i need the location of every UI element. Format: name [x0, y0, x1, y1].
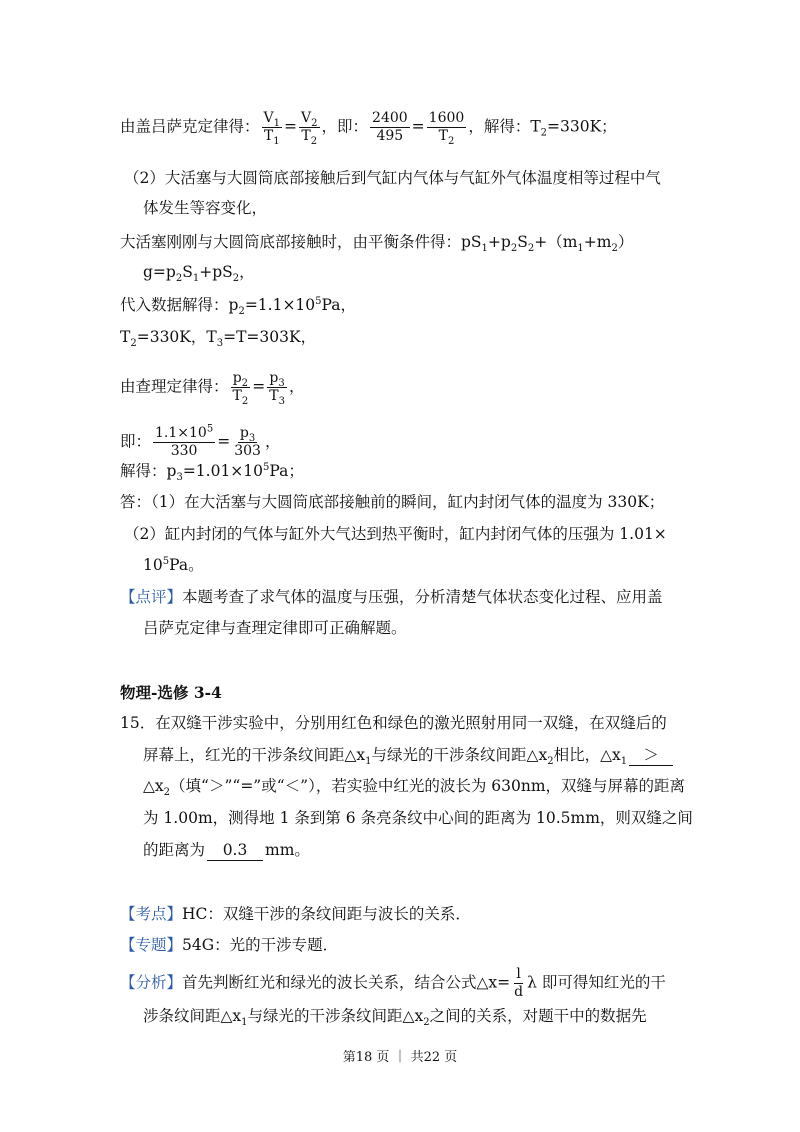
paragraph-line: （2）大活塞与大圆筒底部接触后到气缸内气体与气缸外气体温度相等过程中气: [124, 169, 661, 187]
charles-law-line: 由查理定律得： $\frac{p_2}{T_2}$ = $\frac{p_3}{T_3}$ ，: [120, 370, 305, 407]
analysis-line-cont: 涉条纹间距$\triangle x_1$与绿光的干涉条纹间距$\triangle x_2$之间的关系，对题干中的数据先: [143, 1007, 647, 1029]
fraction: $\frac{1600}{T_2}$: [428, 110, 465, 147]
gay-lussac-line: 由盖吕萨克定律得： $\frac{V_1}{T_1}$ = $\frac{V_2}{T_2}$ ，即： $\frac{2400}{495}$ = $\frac{1600}{T_2}$ ，解得：$T_2=330K$；: [120, 110, 617, 147]
question-line: 屏幕上，红光的干涉条纹间距$\triangle x_1$与绿光的干涉条纹间距$\triangle x_2$相比，$\triangle x_1$ ＞: [143, 745, 673, 766]
answer-line: （2）缸内封闭的气体与缸外大气达到热平衡时，缸内封闭气体的压强为 1.01×: [124, 525, 667, 543]
fraction: $\frac{p_3}{303}$: [234, 425, 261, 459]
analysis-tag: 【分析】: [120, 973, 183, 992]
knowledge-tag: 【考点】: [120, 905, 183, 923]
fraction: $\frac{1.1\times 10^5}{330}$: [155, 423, 214, 459]
topic-line: 【专题】54G：光的干涉专题．: [120, 936, 339, 954]
temperature-line: $T_2=330K$，$T_3=T=303K$，: [120, 328, 317, 350]
page-footer: 第18 页 ｜ 共22 页: [342, 1050, 458, 1065]
fraction: $\frac{p_3}{T_3}$: [269, 370, 285, 407]
question-line: $\triangle x_2$（填“＞”“=”或“＜”），若实验中红光的波长为 630nm，双缝与屏幕的距离: [143, 777, 686, 799]
answer-blank: ＞: [629, 745, 673, 766]
question-line: 为 1.00m，测得地 1 条到第 6 条亮条纹中心间的距离为 10.5mm，则双缝之间: [143, 809, 693, 827]
fraction: $\frac{p_2}{T_2}$: [232, 370, 249, 407]
question-line: 15．在双缝干涉实验中，分别用红色和绿色的激光照射用同一双缝，在双缝后的: [120, 714, 667, 732]
fraction: $\frac{V_1}{T_1}$: [263, 110, 281, 147]
comment-line: 【点评】本题考查了求气体的温度与压强，分析清楚气体状态变化过程、应用盖: [120, 588, 663, 606]
fraction: $\frac{2400}{495}$: [372, 110, 408, 144]
final-pressure-line: 解得：$p_3=1.01\times 10^5Pa$；: [120, 461, 304, 484]
equilibrium-line: 大活塞刚刚与大圆筒底部接触时，由平衡条件得：$pS_1+p_2S_2+(m_1+m_2)$: [120, 233, 634, 255]
substitution-line: 即： $\frac{1.1\times 10^5}{330}$ = $\frac{p_3}{303}$ ，: [120, 423, 281, 459]
analysis-line: 【分析】首先判断红光和绿光的波长关系，结合公式△x= $\frac{l}{d}$ λ 即可得知红光的干: [120, 966, 666, 1000]
equilibrium-line-cont: $g=p_2S_1+pS_2$，: [143, 263, 255, 285]
answer-line-cont: $10^5Pa$。: [143, 555, 204, 574]
answer-line: 答：（1）在大活塞与大圆筒底部接触前的瞬间，缸内封闭气体的温度为 330K；: [120, 493, 665, 511]
section-title: 物理-选修 3-4: [120, 683, 222, 702]
text: 由盖吕萨克定律得：: [120, 117, 260, 136]
fraction: $\frac{V_2}{T_2}$: [301, 110, 318, 147]
fraction: $\frac{l}{d}$: [514, 966, 524, 1000]
answer-blank: 0.3: [207, 840, 263, 861]
knowledge-point-line: 【考点】HC：双缝干涉的条纹间距与波长的关系．: [120, 905, 471, 923]
topic-tag: 【专题】: [120, 936, 183, 954]
result-line: 代入数据解得：$p_2=1.1\times 10^5Pa$，: [120, 295, 357, 318]
comment-line-cont: 吕萨克定律与查理定律即可正确解题。: [143, 619, 407, 637]
comment-tag: 【点评】: [120, 588, 183, 606]
question-line: 的距离为 0.3 mm。: [143, 841, 310, 859]
paragraph-line: 体发生等容变化，: [143, 199, 268, 217]
